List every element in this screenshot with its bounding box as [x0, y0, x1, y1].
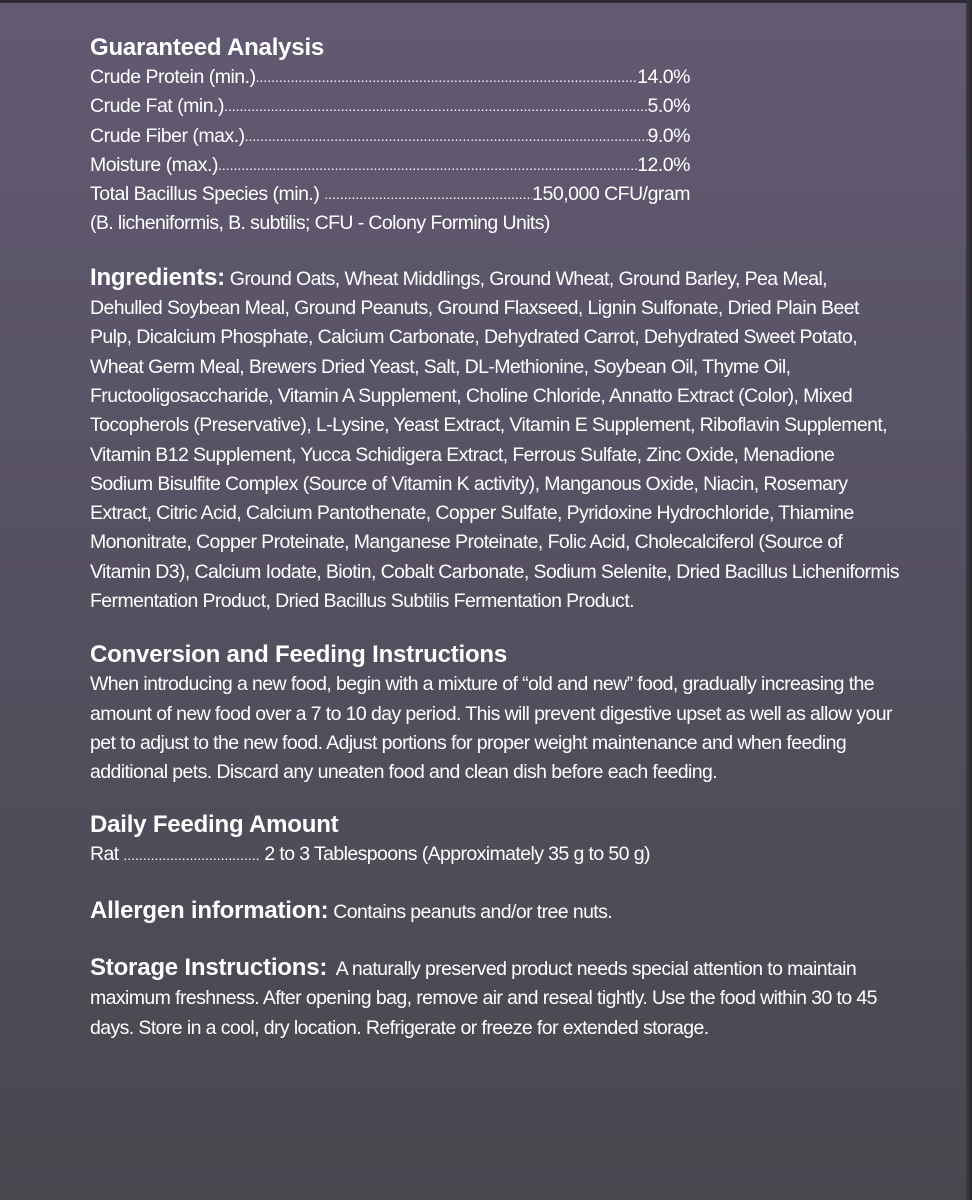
- analysis-label: Moisture (max.): [90, 153, 218, 176]
- dot-leader: [224, 92, 648, 121]
- storage-section: [90, 953, 910, 1043]
- analysis-label: Crude Fat (min.): [90, 95, 224, 118]
- daily-feeding-row: [90, 840, 910, 870]
- ingredients-section: [90, 263, 910, 617]
- guaranteed-analysis-section: [90, 33, 910, 239]
- analysis-note: (B. licheniformis, B. subtilis; CFU - Colony Forming Units): [90, 212, 550, 235]
- storage-paragraph: [90, 953, 900, 1043]
- allergen-paragraph: [90, 896, 910, 927]
- guaranteed-analysis-title: Guaranteed Analysis: [90, 34, 325, 61]
- ingredients-title: Ingredients:: [90, 263, 225, 291]
- ingredients-text: Ground Oats, Wheat Middlings, Ground Wheat, Ground Barley, Pea Meal, Dehulled Soybean Meal, Ground Peanuts, Ground Flaxseed, Lignin Sulfonate, Dried Plain Beet Pulp, Dicalcium Phosphate, Calcium Carbonate, Dehydrated Carrot, Dehydrated Sweet Potato, Wheat Germ Meal, Brewers Dried Yeast, Salt, DL-Methionine, Soybean Oil, Thyme Oil, Fructooligosaccharide, Vitamin A Supplement, Choline Chloride, Annatto Extract (Color), Mixed Tocopherols (Preservative), L-Lysine, Yeast Extract, Vitamin E Supplement, Riboflavin Supplement, Vitamin B12 Supplement, Yucca Schidigera Extract, Ferrous Sulfate, Zinc Oxide, Menadione Sodium Bisulfite Complex (Source of Vitamin K activity), Manganous Oxide, Niacin, Rosemary Extract, Citric Acid, Calcium Pantothenate, Copper Sulfate, Pyridoxine Hydrochloride, Thiamine Mononitrate, Copper Proteinate, Manganese Proteinate, Folic Acid, Cholecalciferol (Source of Vitamin D3), Calcium Iodate, Biotin, Cobalt Carbonate, Sodium Selenite, Dried Bacillus Licheniformis Fermentation Product, Dried Bacillus Subtilis Fermentation Product.: [90, 267, 899, 613]
- analysis-row: [90, 151, 690, 180]
- storage-title: Storage Instructions:: [90, 954, 328, 982]
- analysis-value: 14.0%: [637, 66, 690, 88]
- storage-text: A naturally preserved product needs special attention to maintain maximum freshness. After opening bag, remove air and reseal tightly. Use the food within 30 to 45 days. Store in a cool, dry location. Refrigerate or freeze for extended storage.: [90, 958, 882, 1039]
- dot-leader: ...................................: [123, 846, 260, 863]
- label-content: [90, 33, 910, 1065]
- analysis-value: 12.0%: [637, 153, 690, 176]
- analysis-value: 9.0%: [647, 124, 690, 147]
- conversion-section: [90, 640, 910, 787]
- conversion-text: When introducing a new food, begin with a mixture of “old and new” food, gradually increasing the amount of new food over a 7 to 10 day period. This will prevent digestive upset as well as allow your pet to adjust to the new food. Adjust portions for proper weight maintenance and when feeding additional pets. Discard any uneaten food and clean dish before each feeding.: [90, 673, 892, 784]
- daily-feeding-section: [90, 810, 910, 870]
- allergen-section: [90, 896, 910, 927]
- analysis-label: Total Bacillus Species (min.): [90, 183, 325, 206]
- analysis-label: Crude Fiber (max.): [90, 124, 245, 147]
- allergen-text: Contains peanuts and/or tree nuts.: [328, 900, 613, 923]
- analysis-value: 150,000 CFU/gram: [532, 183, 690, 206]
- feeding-amount: 2 to 3 Tablespoons (Approximately 35 g to 50 g): [259, 842, 650, 865]
- analysis-label: Crude Protein (min.): [90, 66, 256, 88]
- analysis-row: [90, 63, 690, 92]
- dot-leader: [324, 180, 532, 209]
- dot-leader: [245, 122, 648, 151]
- analysis-row: [90, 180, 690, 209]
- analysis-row: [90, 122, 690, 151]
- dot-leader: [256, 63, 638, 92]
- analysis-row: [90, 92, 690, 121]
- label-panel: [0, 3, 969, 1200]
- analysis-value: 5.0%: [647, 95, 690, 118]
- allergen-title: Allergen information:: [90, 896, 329, 924]
- daily-feeding-title: Daily Feeding Amount: [90, 810, 339, 838]
- conversion-title: Conversion and Feeding Instructions: [90, 641, 508, 669]
- dot-leader: [218, 151, 637, 180]
- ingredients-paragraph: [90, 263, 900, 617]
- feeding-animal: Rat: [90, 842, 124, 865]
